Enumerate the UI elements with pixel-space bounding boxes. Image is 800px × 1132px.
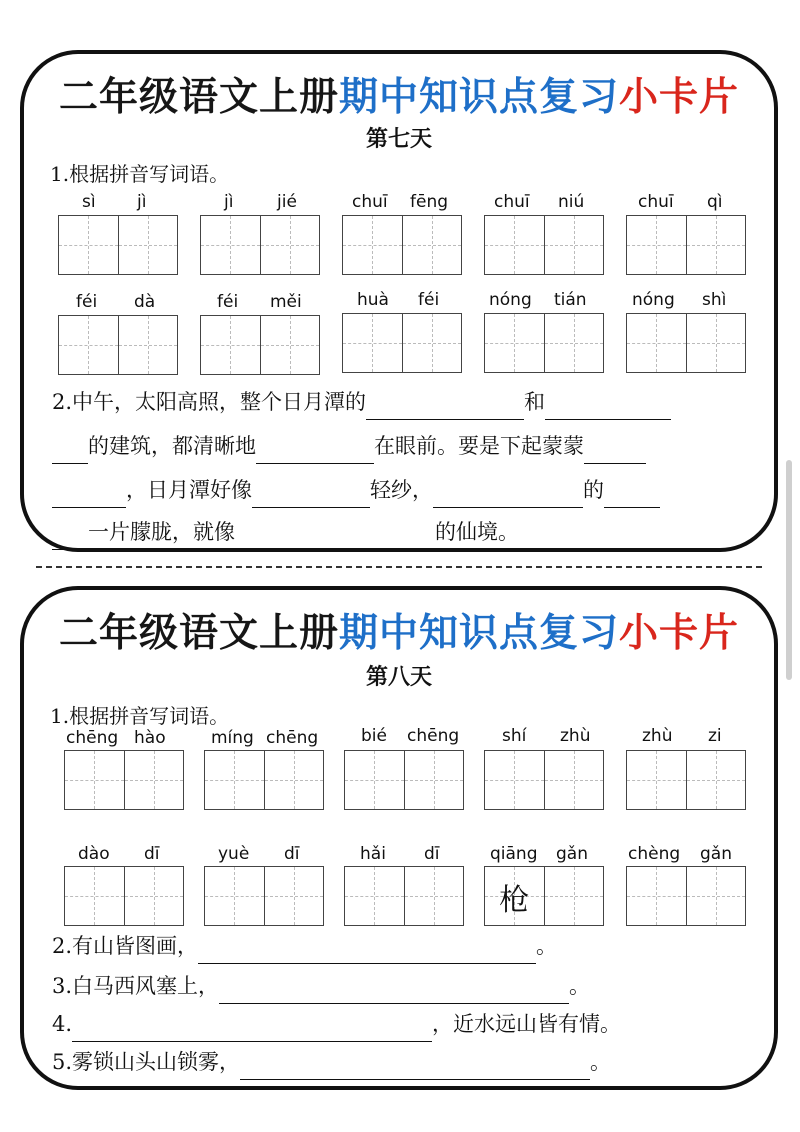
pinyin-2: gǎn <box>700 844 732 864</box>
pinyin-2: féi <box>418 290 440 310</box>
q-text: 。 <box>590 1050 612 1074</box>
pinyin-2: měi <box>270 292 302 312</box>
q-text: 。 <box>536 934 558 958</box>
writing-box[interactable] <box>626 750 746 810</box>
filled-character: 枪 <box>499 883 530 918</box>
pinyin-1: nóng <box>632 290 675 310</box>
review-card-day-7 <box>20 50 778 552</box>
pinyin-2: dà <box>134 292 156 312</box>
answer-blank[interactable] <box>433 485 583 508</box>
q2-text: 的仙境。 <box>435 520 519 544</box>
q-text: 2.有山皆图画， <box>52 934 199 958</box>
q-text: 5.雾锁山头山锁雾， <box>52 1050 241 1074</box>
pinyin-1: sì <box>82 192 96 212</box>
answer-blank[interactable] <box>219 981 569 1004</box>
pinyin-2: chēng <box>407 726 460 746</box>
pinyin-2: zhù <box>560 726 591 746</box>
writing-box[interactable] <box>626 866 746 926</box>
title-part-blue: 期中知识点复习 <box>338 611 619 656</box>
answer-blank[interactable] <box>545 397 671 420</box>
pinyin-1: féi <box>217 292 239 312</box>
pinyin-2: qì <box>707 192 723 212</box>
pinyin-1: qiāng <box>490 844 538 864</box>
pinyin-1: chuī <box>494 192 530 212</box>
answer-blank[interactable] <box>584 441 646 464</box>
pinyin-2: hào <box>134 728 166 748</box>
pinyin-1: zhù <box>642 726 673 746</box>
card-title <box>24 66 774 122</box>
question-2-line-1 <box>52 384 671 420</box>
answer-blank[interactable] <box>52 485 126 508</box>
pinyin-2: zi <box>708 726 722 746</box>
answer-blank[interactable] <box>72 1019 432 1042</box>
writing-box[interactable] <box>484 750 604 810</box>
review-card-day-8 <box>20 586 778 1090</box>
writing-box[interactable] <box>484 313 604 373</box>
writing-box[interactable] <box>204 866 324 926</box>
q2-text: 在眼前。要是下起蒙蒙 <box>374 434 584 458</box>
question-3 <box>52 968 590 1004</box>
title-part-red: 小卡片 <box>619 75 740 120</box>
question-5 <box>52 1044 611 1080</box>
pinyin-1: chèng <box>628 844 681 864</box>
answer-blank[interactable] <box>252 485 370 508</box>
pinyin-2: niú <box>558 192 585 212</box>
question-2-line-3 <box>52 472 660 508</box>
q-text: 3.白马西风塞上， <box>52 974 220 998</box>
question-4 <box>52 1006 621 1042</box>
writing-box[interactable] <box>204 750 324 810</box>
writing-box[interactable] <box>64 750 184 810</box>
q-text: 。 <box>569 974 591 998</box>
pinyin-1: féi <box>76 292 98 312</box>
writing-box[interactable] <box>342 215 462 275</box>
writing-box[interactable] <box>344 866 464 926</box>
dashed-separator <box>36 566 762 568</box>
answer-blank[interactable] <box>256 441 374 464</box>
answer-blank[interactable] <box>604 485 660 508</box>
q2-text: 轻纱， <box>370 478 433 502</box>
pinyin-1: shí <box>502 726 527 746</box>
pinyin-1: dào <box>78 844 110 864</box>
question-2-line-4 <box>52 514 519 550</box>
writing-box[interactable] <box>64 866 184 926</box>
q2-text: 2.中午，太阳高照，整个日月潭的 <box>52 390 367 414</box>
pinyin-2: tián <box>554 290 587 310</box>
pinyin-2: fēng <box>410 192 449 212</box>
pinyin-1: chuī <box>638 192 674 212</box>
answer-blank[interactable] <box>52 441 88 464</box>
q2-text: 的建筑，都清晰地 <box>88 434 256 458</box>
pinyin-2: gǎn <box>556 844 588 864</box>
writing-box[interactable] <box>344 750 464 810</box>
pinyin-1: jì <box>224 192 234 212</box>
writing-box[interactable] <box>200 215 320 275</box>
q-text: ，近水远山皆有情。 <box>432 1012 622 1036</box>
writing-box[interactable] <box>58 315 178 375</box>
q-text: 4. <box>52 1012 73 1036</box>
writing-box[interactable] <box>200 315 320 375</box>
q2-text: 和 <box>524 390 546 414</box>
writing-box[interactable] <box>484 215 604 275</box>
pinyin-1: huà <box>357 290 389 310</box>
pinyin-2: chēng <box>266 728 319 748</box>
pinyin-1: nóng <box>489 290 532 310</box>
question-1-prompt: 1.根据拼音写词语。 <box>50 162 230 186</box>
writing-box[interactable] <box>484 866 604 926</box>
question-2-line-2 <box>52 428 646 464</box>
q2-text: ，日月潭好像 <box>126 478 252 502</box>
pinyin-1: bié <box>361 726 387 746</box>
pinyin-1: hǎi <box>360 844 386 864</box>
answer-blank[interactable] <box>235 527 435 550</box>
answer-blank[interactable] <box>366 397 524 420</box>
day-label: 第七天 <box>365 126 432 152</box>
pinyin-1: yuè <box>218 844 250 864</box>
answer-blank[interactable] <box>52 527 88 550</box>
pinyin-1: chuī <box>352 192 388 212</box>
pinyin-2: dī <box>284 844 300 864</box>
pinyin-1: míng <box>211 728 254 748</box>
pinyin-2: dī <box>144 844 160 864</box>
title-part-black: 二年级语文上册 <box>58 611 339 656</box>
day-label: 第八天 <box>365 664 432 690</box>
writing-box[interactable] <box>626 215 746 275</box>
pinyin-2: jì <box>137 192 147 212</box>
pinyin-1: chēng <box>66 728 119 748</box>
q2-text: 一片朦胧，就像 <box>88 520 235 544</box>
pinyin-2: dī <box>424 844 440 864</box>
question-1-prompt: 1.根据拼音写词语。 <box>50 704 230 728</box>
card-title <box>24 602 774 658</box>
q2-text: 的 <box>583 478 604 502</box>
answer-blank[interactable] <box>240 1057 590 1080</box>
title-part-blue: 期中知识点复习 <box>338 75 619 120</box>
writing-box[interactable] <box>58 215 178 275</box>
writing-box[interactable] <box>342 313 462 373</box>
answer-blank[interactable] <box>198 941 536 964</box>
writing-box[interactable] <box>626 313 746 373</box>
question-2 <box>52 928 557 964</box>
title-part-red: 小卡片 <box>619 611 740 656</box>
pinyin-2: jié <box>277 192 297 212</box>
pinyin-2: shì <box>702 290 727 310</box>
scrollbar[interactable] <box>786 460 792 680</box>
title-part-black: 二年级语文上册 <box>58 75 339 120</box>
